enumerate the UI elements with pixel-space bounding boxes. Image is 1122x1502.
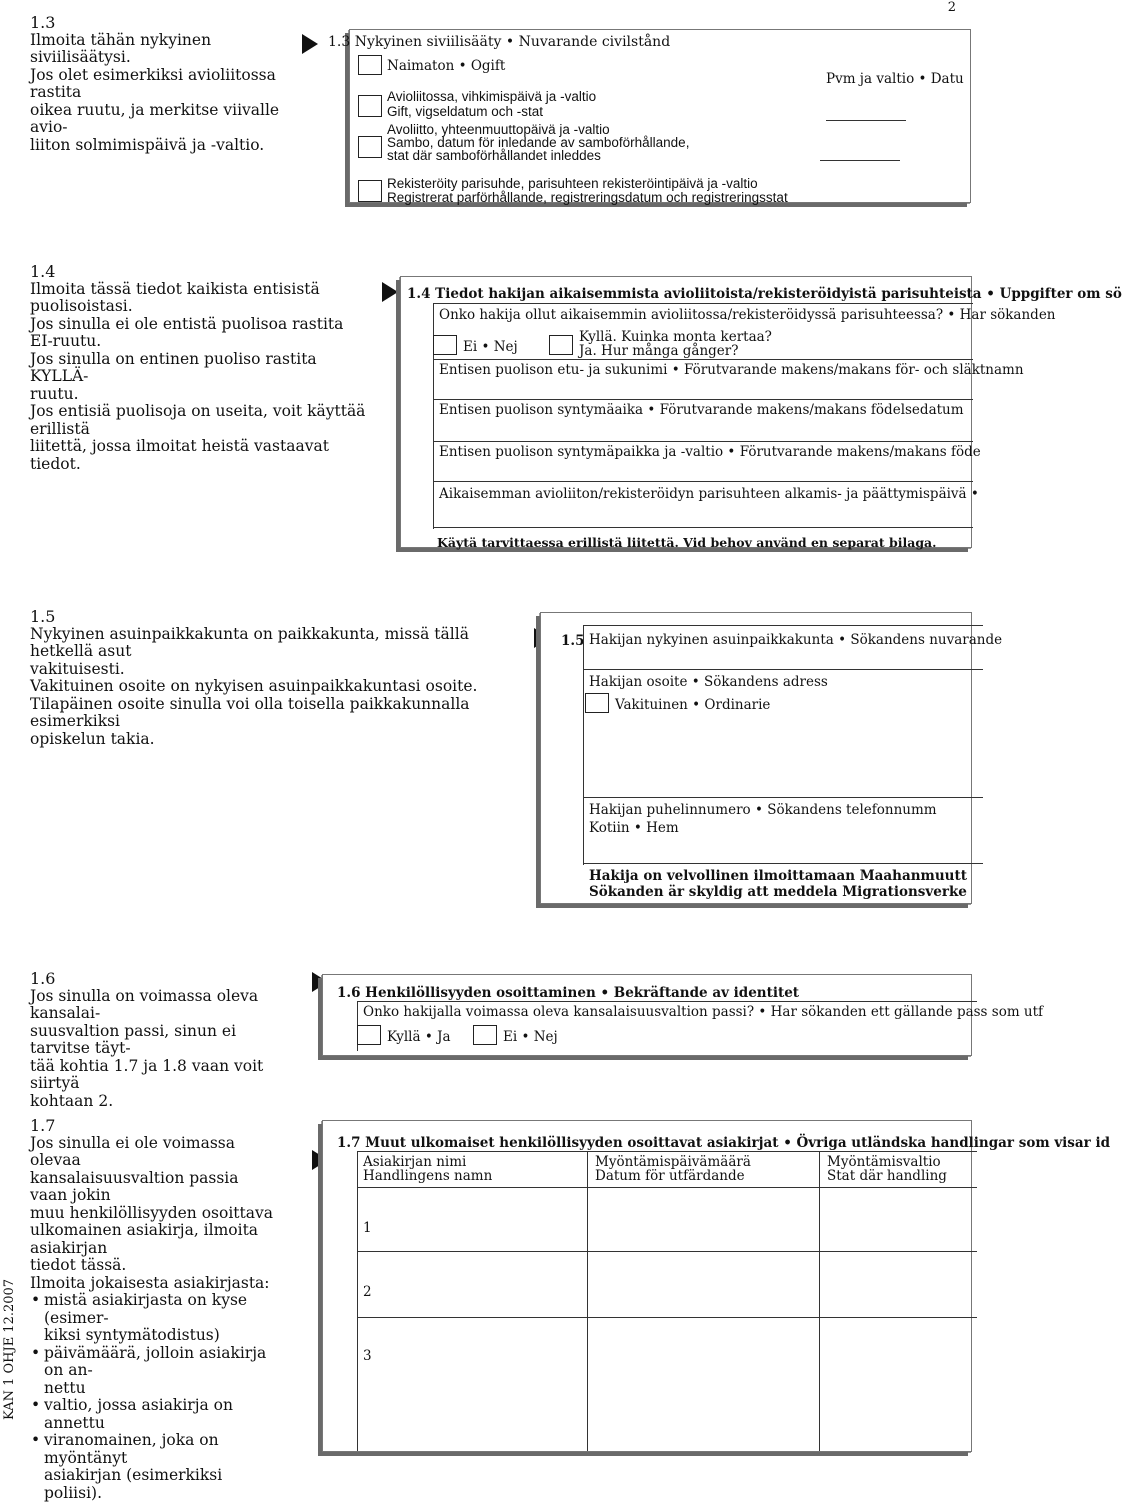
checkbox-married[interactable] (358, 95, 382, 117)
bullet-continuation: kiksi syntymätodistus) (44, 1326, 220, 1344)
option-label: Naimaton • Ogift (387, 58, 506, 74)
instr-line: Vakituinen osoite on nykyisen asuinpaikkakuntasi osoite. (30, 677, 478, 695)
form-divider (433, 481, 973, 482)
form-border (433, 303, 973, 304)
instr-line: Ilmoita tässä tiedot kaikista entisistä puolisoistasi. (30, 279, 320, 315)
instr-line: Tilapäinen osoite sinulla voi olla toisella paikkakunnalla esimerkiksi (30, 694, 470, 730)
option-label: Registrerat parförhållande, registreringsdatum och registreringsstat (387, 190, 788, 205)
checkbox-registered-partnership[interactable] (358, 180, 382, 202)
form-divider (583, 669, 983, 670)
checkbox-cohabitation[interactable] (358, 136, 382, 158)
row-divider (357, 1251, 977, 1252)
column-header: Myöntämisvaltio (827, 1154, 941, 1170)
instr-line: ruutu. (30, 384, 79, 403)
instr-line: kansalaisuusvaltion passia vaan jokin (30, 1168, 239, 1204)
field-label-former-spouse-name: Entisen puolison etu- ja sukunimi • Förutvarande makens/makans för- och släktnamn (439, 362, 1024, 378)
instr-line: liitettä, jossa ilmoitat heistä vastaavat tiedot. (30, 437, 329, 473)
checkbox-permanent-address[interactable] (585, 693, 609, 713)
form-border (583, 625, 983, 626)
form-divider (583, 863, 983, 864)
column-header: Handlingens namn (363, 1168, 493, 1184)
married-date-line[interactable] (826, 120, 906, 121)
row-number: 2 (363, 1284, 372, 1300)
field-label-address: Hakijan osoite • Sökandens adress (589, 674, 828, 690)
instr-line: muu henkilöllisyyden osoittava (30, 1203, 273, 1222)
instr-line: Jos entisiä puolisoja on useita, voit käyttää erillistä (30, 402, 366, 438)
instructions-1-5 (30, 608, 500, 748)
instr-line: vakituisesti. (30, 659, 125, 678)
section-title: 1.4 Tiedot hakijan aikaisemmista avioliitoista/rekisteröidyistä parisuhteista • Uppgifter om sö (407, 286, 1122, 302)
instr-line: Ilmoita tähän nykyinen siviilisäätysi. (30, 30, 212, 66)
instr-line: suusvaltion passi, sinun ei tarvitse täyt- (30, 1021, 237, 1057)
field-label-former-spouse-pob: Entisen puolison syntymäpaikka ja -valtio • Förutvarande makens/makans föde (439, 444, 981, 460)
bullet-item: • valtio, jossa asiakirja on annettu (44, 1397, 280, 1432)
instr-line: oikea ruutu, ja merkitse viivalle avio- (30, 100, 280, 136)
option-label: Avioliitossa, vihkimispäivä ja -valtio (387, 89, 597, 104)
bullet-item: • mistä asiakirjasta on kyse (esimer- (44, 1292, 280, 1327)
form-divider (433, 441, 973, 442)
form-panel-1-5 (540, 612, 1003, 904)
section-number: 1.5 (561, 633, 585, 649)
checkbox-unmarried[interactable] (358, 55, 382, 75)
form-code: KAN 1 OHJE 12.2007 (2, 1278, 17, 1420)
instr-line: Jos sinulla on voimassa oleva kansalai- (30, 986, 259, 1022)
option-label: Avoliitto, yhteenmuuttopäivä ja -valtio (387, 122, 610, 137)
question-label: Onko hakijalla voimassa oleva kansalaisuusvaltion passi? • Har sökanden ett gällande pass som utf (363, 1004, 1044, 1020)
pointer-arrow-icon (382, 282, 398, 302)
form-divider (433, 527, 973, 528)
checkbox-yes[interactable] (549, 335, 573, 355)
option-label: stat där samboförhållandet inleddes (387, 148, 601, 163)
bullet-item: • viranomainen, joka on myöntänyt (44, 1432, 280, 1467)
instructions-1-7 (30, 1117, 280, 1502)
instr-line: Jos sinulla ei ole entistä puolisoa rastita EI-ruutu. (30, 314, 344, 350)
instr-line: tiedot tässä. (30, 1256, 127, 1274)
column-header: Stat där handling (827, 1168, 947, 1184)
instr-number: 1.7 (30, 1116, 56, 1135)
instr-line: Nykyinen asuinpaikkakunta on paikkakunta, missä tällä hetkellä asut (30, 624, 469, 660)
instr-line: kohtaan 2. (30, 1091, 114, 1110)
cohab-date-line[interactable] (820, 160, 900, 161)
date-country-label: Pvm ja valtio • Datu (826, 71, 964, 87)
checkbox-no[interactable] (473, 1025, 497, 1045)
notification-duty-text: Sökanden är skyldig att meddela Migrationsverke (589, 884, 967, 900)
option-label: Ja. Hur många gånger? (579, 343, 739, 359)
pointer-arrow-icon (302, 34, 318, 54)
instr-line: Jos sinulla on entinen puoliso rastita KYLLÄ- (30, 349, 317, 385)
instr-number: 1.6 (30, 969, 56, 988)
bullet-continuation: nettu (44, 1378, 86, 1397)
bullet-item: • päivämäärä, jolloin asiakirja on an- (44, 1345, 280, 1380)
header-divider (357, 1187, 977, 1188)
form-border (357, 1151, 358, 1451)
instr-number: 1.4 (30, 262, 56, 281)
section-title: 1.7 Muut ulkomaiset henkilöllisyyden osoittavat asiakirjat • Övriga utländska handlingar som visar id (337, 1135, 1111, 1151)
checkbox-yes[interactable] (357, 1025, 381, 1045)
field-label-phone: Hakijan puhelinnumero • Sökandens telefonnumm (589, 802, 937, 818)
section-title: 1.6 Henkilöllisyyden osoittaminen • Bekräftande av identitet (337, 985, 800, 1001)
option-label: Vakituinen • Ordinarie (615, 697, 771, 713)
column-header: Asiakirjan nimi (363, 1154, 467, 1170)
checkbox-no[interactable] (433, 335, 457, 355)
form-border (357, 1001, 977, 1002)
instr-bullet-list (30, 1292, 280, 1502)
instr-number: 1.5 (30, 607, 56, 626)
column-divider (819, 1151, 820, 1451)
form-panel-1-7 (322, 1120, 1111, 1452)
instr-line: tää kohtia 1.7 ja 1.8 vaan voit siirtyä (30, 1056, 264, 1092)
form-divider (433, 359, 973, 360)
form-border (583, 625, 584, 865)
attachment-note: Käytä tarvittaessa erillistä liitettä. Vid behov använd en separat bilaga. (437, 535, 937, 550)
instr-line: Jos sinulla ei ole voimassa olevaa (30, 1133, 235, 1169)
instr-number: 1.3 (30, 13, 56, 32)
instr-line: ulkomainen asiakirja, ilmoita asiakirjan (30, 1221, 259, 1257)
row-divider (357, 1317, 977, 1318)
page-number: 2 (947, 0, 956, 15)
form-panel-1-3 (328, 29, 971, 205)
row-number: 3 (363, 1348, 372, 1364)
option-label: Kyllä. Kuinka monta kertaa? (579, 329, 772, 345)
column-header: Datum för utfärdande (595, 1168, 745, 1184)
bullet-continuation: asiakirjan (esimerkiksi poliisi). (44, 1466, 223, 1502)
option-label: Gift, vigseldatum och -stat (387, 104, 544, 119)
section-title: 1.3 Nykyinen siviilisääty • Nuvarande civilstånd (328, 34, 671, 50)
option-label: Ei • Nej (503, 1029, 558, 1045)
instr-line: opiskelun takia. (30, 729, 155, 748)
field-label-municipality: Hakijan nykyinen asuinpaikkakunta • Sökandens nuvarande (589, 632, 1003, 648)
instr-line: Ilmoita jokaisesta asiakirjasta: (30, 1273, 270, 1292)
column-header: Myöntämispäivämäärä (595, 1154, 751, 1170)
option-label: Rekisteröity parisuhde, parisuhteen rekisteröintipäivä ja -valtio (387, 176, 758, 191)
field-label-marriage-dates: Aikaisemman avioliiton/rekisteröidyn parisuhteen alkamis- ja päättymispäivä • (439, 486, 979, 502)
instructions-1-4 (30, 263, 370, 473)
form-divider (583, 797, 983, 798)
instructions-1-3 (30, 14, 300, 154)
column-divider (587, 1151, 588, 1451)
notification-duty-text: Hakija on velvollinen ilmoittamaan Maahanmuutt (589, 868, 967, 884)
form-panel-1-6 (322, 974, 1044, 1056)
instructions-1-6 (30, 970, 290, 1110)
option-label: Ei • Nej (463, 339, 518, 355)
instr-line: Jos olet esimerkiksi avioliitossa rastita (30, 65, 276, 101)
option-label: Kyllä • Ja (387, 1029, 451, 1045)
field-label-former-spouse-dob: Entisen puolison syntymäaika • Förutvarande makens/makans födelsedatum (439, 402, 964, 418)
question-label: Onko hakija ollut aikaisemmin avioliitossa/rekisteröidyssä parisuhteessa? • Har sökanden (439, 307, 1056, 323)
form-border (357, 1151, 977, 1152)
form-divider (433, 399, 973, 400)
row-number: 1 (363, 1220, 372, 1236)
form-panel-1-4 (400, 276, 1122, 550)
instr-line: liiton solmimispäivä ja -valtio. (30, 135, 265, 154)
field-label-home: Kotiin • Hem (589, 820, 679, 836)
option-label: Sambo, datum för inledande av samboförhållande, (387, 135, 690, 150)
